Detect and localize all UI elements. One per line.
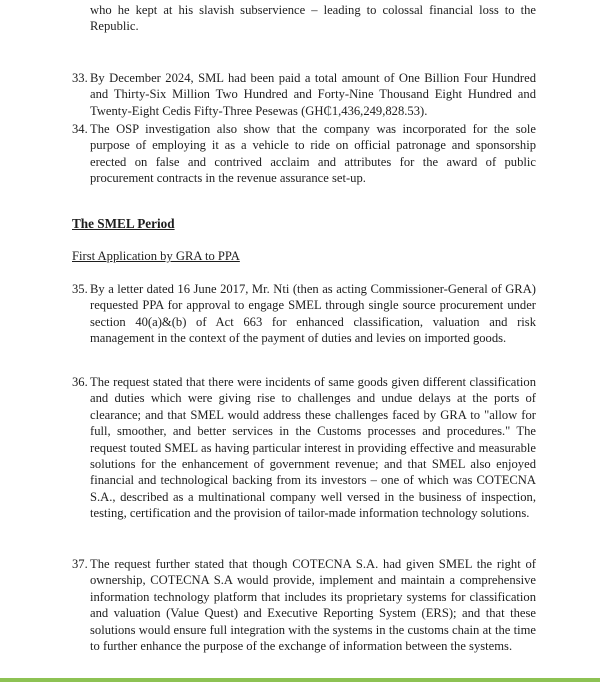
paragraph-number: 33. — [72, 71, 88, 85]
continued-paragraph-text: who he kept at his slavish subservience – leading to colossal financial loss to the Republic. — [90, 3, 536, 34]
paragraph-text: The OSP investigation also show that the company was incorporated for the sole purpose of employing it as a vehicle to ride on official patronage and sponsorship erected on false and contrived acclaim and attributes for the award of public procurement contracts in the revenue assurance set-up. — [90, 122, 536, 186]
paragraph-number: 36. — [72, 375, 88, 389]
paragraph-34 — [72, 121, 536, 187]
paragraph-text: By a letter dated 16 June 2017, Mr. Nti (then as acting Commissioner-General of GRA) requested PPA for approval to engage SMEL through single source procurement under section 40(a)&(b) of Act 663 for enhanced classification, valuation and risk management in the context of the payment of duties and levies on imported goods. — [90, 282, 536, 346]
paragraph-36 — [72, 374, 536, 522]
paragraph-37 — [72, 556, 536, 654]
footer-divider-line — [0, 678, 600, 682]
paragraph-33 — [72, 70, 536, 119]
paragraph-number: 35. — [72, 282, 88, 296]
paragraph-number: 37. — [72, 557, 88, 571]
paragraph-number: 34. — [72, 122, 88, 136]
subsection-heading: First Application by GRA to PPA — [72, 249, 240, 263]
section-heading: The SMEL Period — [72, 216, 175, 231]
paragraph-text: The request stated that there were incidents of same goods given different classification and duties which were giving rise to challenges and undue delays at the ports of clearance; and that SMEL would address these challenges faced by GRA to "allow for full, smoother, and better services in the Customs processes and procedures." The request touted SMEL as having particular interest in providing effective and measurable solutions for the enhancement of government revenue; and that SMEL also enjoyed financial and technological backing from its investors – one of which was COTECNA S.A., described as a multinational company well versed in the business of inspection, testing, certification and the provision of tailor-made information technology solutions. — [90, 375, 536, 521]
paragraph-text: The request further stated that though COTECNA S.A. had given SMEL the right of ownership, COTECNA S.A would provide, implement and maintain a comprehensive information technology platform that includes its proprietary systems for classification and valuation (Value Quest) and Executive Reporting System (ERS); and that these solutions would ensure full integration with the systems in the customs chain at the time to further enhance the purpose of the exchange of information between the systems. — [90, 557, 536, 654]
paragraph-text: By December 2024, SML had been paid a total amount of One Billion Four Hundred and Thirty-Six Million Two Hundred and Forty-Nine Thousand Eight Hundred and Twenty-Eight Cedis Fifty-Three Pesewas (GH₵1,436,249,828.53). — [90, 71, 536, 118]
paragraph-35 — [72, 281, 536, 347]
